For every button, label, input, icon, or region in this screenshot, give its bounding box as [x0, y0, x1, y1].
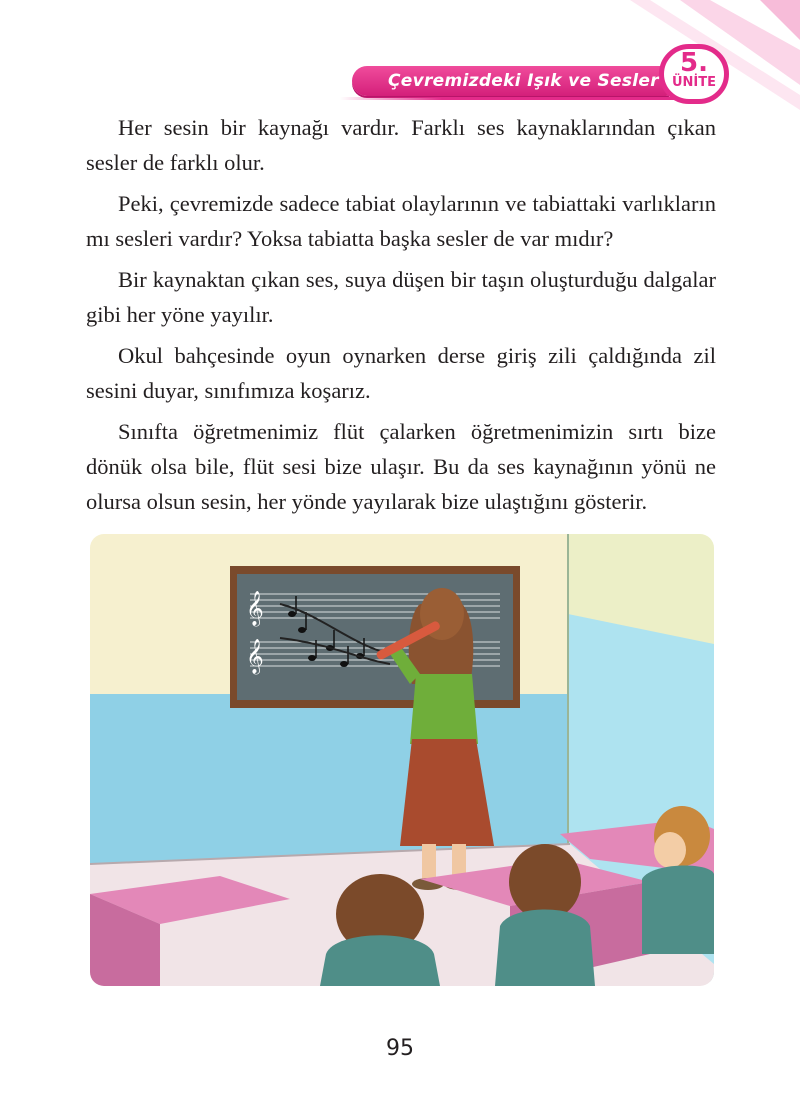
wall-lower: [90, 694, 570, 864]
classroom-illustration: [90, 534, 714, 986]
classroom-scene: [90, 534, 714, 986]
unit-title: Çevremizdeki Işık ve Sesler: [388, 71, 659, 91]
svg-text:𝄞: 𝄞: [246, 639, 264, 674]
text-content: [86, 110, 716, 525]
svg-text:𝄞: 𝄞: [246, 591, 264, 626]
paragraph: Peki, çevremizde sadece tabiat olaylarının ve tabiattaki varlıkların mı sesleri vardır? Yoksa tabiatta başka sesler de var mıdır?: [86, 191, 716, 251]
paragraph: Okul bahçesinde oyun oynarken derse giriş zili çaldığında zil sesini duyar, sınıfımıza koşarız.: [86, 343, 716, 403]
paragraph: Sınıfta öğretmenimiz flüt çalarken öğretmenimizin sırtı bize dönük olsa bile, flüt sesi bize ulaşır. Bu da ses kaynağının yönü ne olursa olsun sesin, her yönde yayılarak bize ulaştığını gösterir.: [86, 419, 716, 514]
page-number: 95: [386, 1036, 414, 1061]
unit-badge: [659, 44, 729, 104]
unit-label: ÜNİTE: [671, 75, 717, 90]
unit-title-underline: [340, 97, 680, 100]
paragraph: Bir kaynaktan çıkan ses, suya düşen bir taşın oluşturduğu dalgalar gibi her yöne yayılır.: [86, 267, 716, 327]
paragraph: Her sesin bir kaynağı vardır. Farklı ses kaynaklarından çıkan sesler de farklı olur.: [86, 115, 716, 175]
unit-number: 5.: [680, 48, 708, 78]
